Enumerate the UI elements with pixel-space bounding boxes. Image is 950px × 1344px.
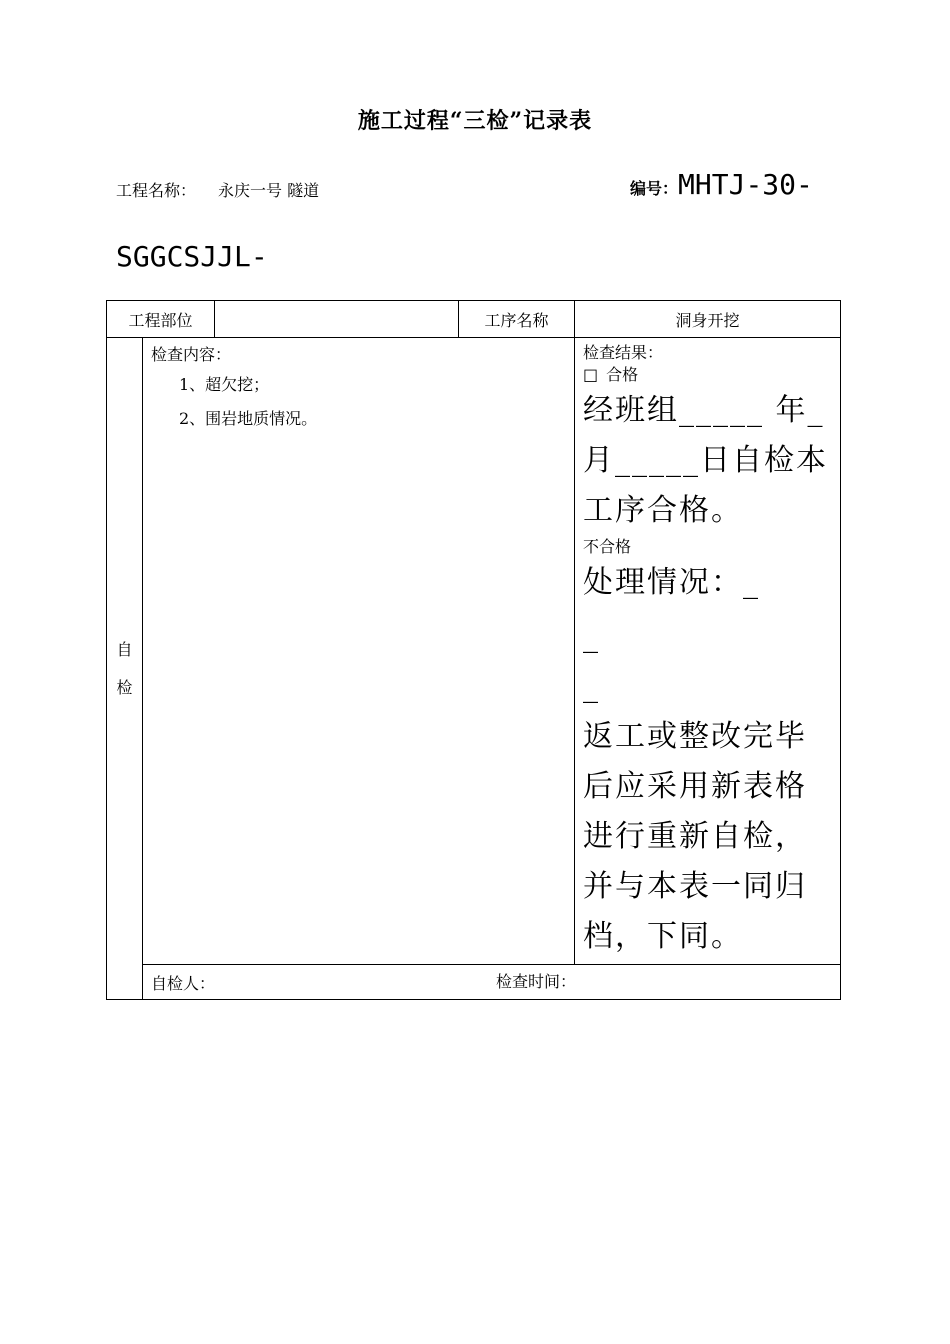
project-name-value: 永庆一号 隧道	[218, 181, 320, 200]
self-check-side-label	[107, 338, 143, 1000]
header-row	[107, 301, 841, 338]
handling-blank-2: _	[583, 669, 601, 704]
side-label-char-2: 检	[116, 677, 133, 697]
inspector-label: 自检人：	[151, 973, 216, 993]
inspector-cell	[143, 965, 841, 1000]
self-check-row	[107, 338, 841, 965]
part-label-cell: 工程部位	[107, 301, 215, 338]
rework-note-1: 返工或整改完毕	[583, 719, 808, 754]
handling-blank-1: _	[583, 619, 601, 654]
rework-note-3: 进行重新自检，	[583, 819, 808, 854]
code-line	[630, 168, 813, 201]
handling-label: 处理情况：_	[583, 565, 761, 600]
project-name-line	[116, 178, 319, 201]
pass-statement-2: 月_____日自检本	[583, 443, 829, 478]
pass-statement-3: 工序合格。	[583, 493, 744, 528]
check-content-cell	[143, 338, 575, 965]
document-title: 施工过程“三检”记录表	[357, 108, 593, 134]
pass-statement-1: 经班组_____ 年_	[583, 393, 825, 428]
project-name-label: 工程名称：	[116, 181, 197, 200]
side-label-char-1: 自	[116, 639, 133, 659]
fail-label: 不合格	[583, 537, 632, 556]
rework-note-4: 并与本表一同归	[583, 869, 808, 904]
code-value-line2: SGGCSJJL-	[116, 240, 268, 273]
rework-note-5: 档，下同。	[583, 919, 744, 954]
check-item-2: 2、围岩地质情况。	[179, 409, 318, 428]
check-item-1: 1、超欠挖；	[179, 375, 270, 394]
code-value-line1: MHTJ-30-	[678, 168, 813, 201]
check-time-label: 检查时间：	[496, 972, 577, 991]
pass-checkbox-icon[interactable]: □	[583, 365, 599, 384]
rework-note-2: 后应采用新表格	[583, 769, 808, 804]
part-value-cell[interactable]	[215, 301, 459, 338]
pass-label: 合格	[606, 365, 639, 384]
process-label-cell: 工序名称	[459, 301, 575, 338]
check-result-label: 检查结果：	[583, 343, 664, 362]
footer-row	[107, 965, 841, 1000]
check-content-label: 检查内容：	[151, 345, 232, 364]
check-result-cell	[575, 338, 841, 965]
process-value-cell: 洞身开挖	[575, 301, 841, 338]
pass-option[interactable]	[583, 364, 834, 386]
code-label: 编号：	[630, 179, 679, 198]
inspection-table	[106, 300, 841, 1000]
